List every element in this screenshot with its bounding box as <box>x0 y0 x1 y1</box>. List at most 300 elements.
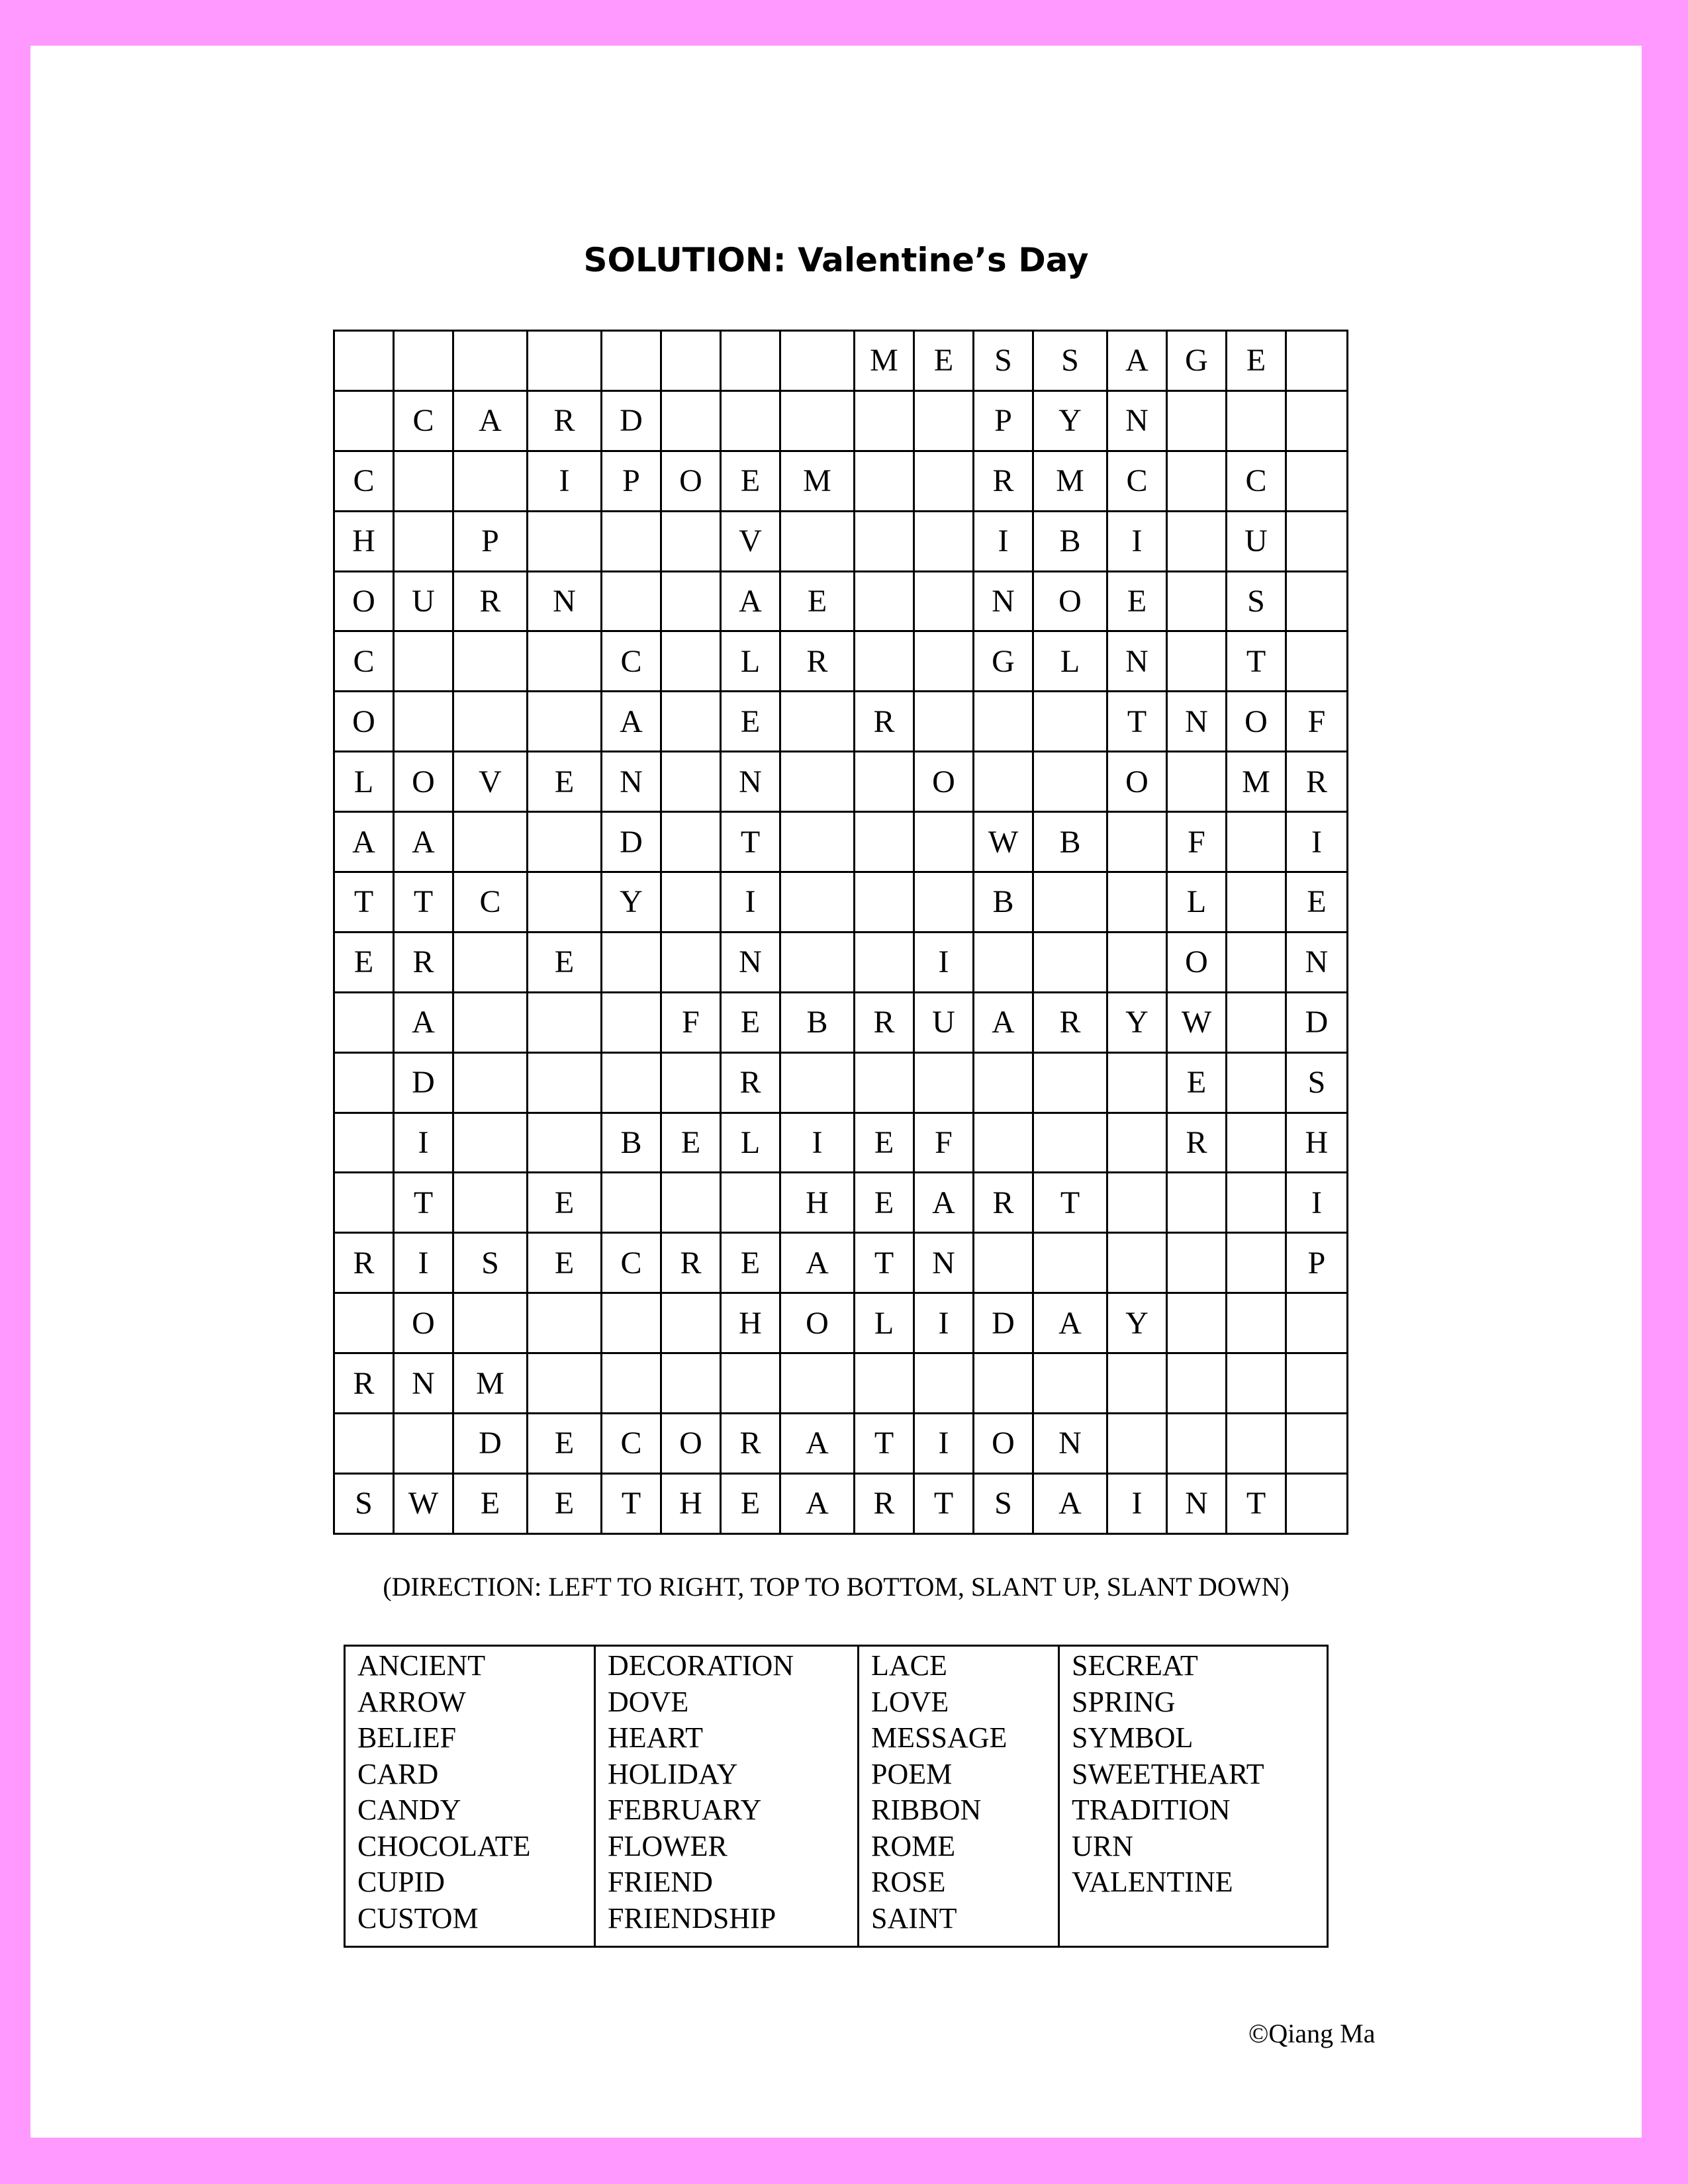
grid-cell: H <box>661 1473 721 1533</box>
grid-cell <box>334 992 394 1052</box>
grid-cell: O <box>334 571 394 631</box>
grid-cell <box>453 812 528 872</box>
grid-cell <box>974 1353 1033 1414</box>
grid-cell: I <box>1286 1173 1348 1233</box>
grid-cell: Y <box>602 872 661 933</box>
grid-cell <box>1167 752 1227 812</box>
grid-cell <box>1286 1414 1348 1474</box>
grid-cell <box>394 451 453 511</box>
word-list-item: HEART <box>608 1721 704 1754</box>
word-list-item: SWEETHEART <box>1072 1757 1264 1790</box>
grid-row <box>334 511 1348 571</box>
word-list-item: CUPID <box>357 1866 445 1898</box>
word-list-item: LOVE <box>871 1685 949 1718</box>
grid-cell: Y <box>1033 390 1107 451</box>
grid-cell <box>1167 1293 1227 1353</box>
grid-cell: D <box>394 1052 453 1113</box>
grid-cell <box>780 511 855 571</box>
word-list <box>344 1645 1329 1948</box>
grid-cell <box>855 511 914 571</box>
grid-cell: S <box>334 1473 394 1533</box>
grid-cell: N <box>602 752 661 812</box>
grid-cell: N <box>1167 692 1227 752</box>
grid-cell <box>1167 631 1227 692</box>
grid-cell <box>1167 1353 1227 1414</box>
word-list-item: FRIEND <box>608 1866 713 1898</box>
grid-cell <box>914 692 974 752</box>
grid-cell: E <box>528 1414 602 1474</box>
grid-cell <box>1107 1353 1167 1414</box>
grid-cell <box>1107 932 1167 992</box>
grid-row <box>334 571 1348 631</box>
grid-cell: B <box>974 872 1033 933</box>
grid-cell <box>1107 1052 1167 1113</box>
grid-cell: O <box>914 752 974 812</box>
grid-cell <box>1167 571 1227 631</box>
grid-cell: R <box>1167 1113 1227 1173</box>
grid-cell <box>1227 1233 1286 1293</box>
grid-cell: E <box>1286 872 1348 933</box>
grid-cell <box>1107 812 1167 872</box>
grid-cell: S <box>1033 331 1107 391</box>
grid-cell <box>453 1052 528 1113</box>
word-list-column <box>1060 1647 1327 1946</box>
grid-cell <box>1227 390 1286 451</box>
word-list-item: ROSE <box>871 1866 946 1898</box>
grid-cell <box>780 812 855 872</box>
grid-cell <box>721 1353 780 1414</box>
grid-cell <box>1107 1233 1167 1293</box>
grid-cell <box>1107 1113 1167 1173</box>
grid-cell <box>1033 1052 1107 1113</box>
grid-cell: R <box>661 1233 721 1293</box>
grid-cell <box>1227 812 1286 872</box>
grid-cell <box>1033 752 1107 812</box>
grid-cell: P <box>453 511 528 571</box>
grid-cell: E <box>914 331 974 391</box>
grid-cell: N <box>1033 1414 1107 1474</box>
grid-cell <box>661 1173 721 1233</box>
grid-cell: D <box>974 1293 1033 1353</box>
grid-cell <box>453 692 528 752</box>
grid-cell: I <box>394 1233 453 1293</box>
grid-cell: P <box>1286 1233 1348 1293</box>
grid-cell: V <box>721 511 780 571</box>
grid-cell: E <box>453 1473 528 1533</box>
grid-row <box>334 692 1348 752</box>
grid-row <box>334 390 1348 451</box>
grid-cell <box>1167 390 1227 451</box>
grid-cell: A <box>453 390 528 451</box>
grid-cell: D <box>602 812 661 872</box>
grid-cell <box>855 752 914 812</box>
grid-cell <box>661 631 721 692</box>
grid-cell: O <box>334 692 394 752</box>
grid-cell: T <box>855 1414 914 1474</box>
grid-cell <box>453 1293 528 1353</box>
grid-cell: I <box>914 932 974 992</box>
grid-cell: N <box>721 932 780 992</box>
grid-cell: L <box>721 631 780 692</box>
grid-cell: R <box>334 1353 394 1414</box>
grid-cell: I <box>1286 812 1348 872</box>
grid-cell <box>661 752 721 812</box>
grid-cell: T <box>855 1233 914 1293</box>
grid-cell <box>394 511 453 571</box>
grid-cell <box>1286 1293 1348 1353</box>
grid-cell <box>602 331 661 391</box>
grid-cell: N <box>974 571 1033 631</box>
grid-cell <box>1286 331 1348 391</box>
grid-cell <box>1167 1233 1227 1293</box>
grid-row <box>334 1173 1348 1233</box>
grid-cell <box>1107 1173 1167 1233</box>
grid-cell <box>528 992 602 1052</box>
grid-cell: I <box>914 1293 974 1353</box>
grid-cell <box>855 812 914 872</box>
word-list-column <box>596 1647 859 1946</box>
grid-cell: L <box>855 1293 914 1353</box>
grid-cell <box>914 872 974 933</box>
grid-cell: G <box>974 631 1033 692</box>
grid-cell <box>661 692 721 752</box>
grid-cell <box>721 1173 780 1233</box>
grid-cell <box>914 511 974 571</box>
grid-cell <box>528 331 602 391</box>
grid-cell: U <box>914 992 974 1052</box>
grid-cell: R <box>974 1173 1033 1233</box>
grid-cell <box>661 331 721 391</box>
grid-cell: O <box>1107 752 1167 812</box>
word-list-item: SYMBOL <box>1072 1721 1194 1754</box>
grid-cell: R <box>453 571 528 631</box>
word-list-item: VALENTINE <box>1072 1866 1233 1898</box>
grid-cell <box>780 692 855 752</box>
grid-cell: C <box>334 631 394 692</box>
grid-cell: N <box>1167 1473 1227 1533</box>
word-list-item: ANCIENT <box>357 1649 486 1682</box>
grid-cell <box>528 1293 602 1353</box>
grid-row <box>334 451 1348 511</box>
grid-cell: L <box>334 752 394 812</box>
grid-cell <box>334 1173 394 1233</box>
grid-cell: O <box>661 1414 721 1474</box>
word-list-item: CARD <box>357 1757 439 1790</box>
grid-cell: T <box>1227 631 1286 692</box>
grid-cell <box>528 1052 602 1113</box>
grid-cell <box>602 1052 661 1113</box>
grid-cell <box>1107 1414 1167 1474</box>
grid-cell: T <box>1107 692 1167 752</box>
grid-cell <box>602 511 661 571</box>
grid-cell <box>914 390 974 451</box>
grid-cell: E <box>528 1173 602 1233</box>
grid-cell <box>974 1113 1033 1173</box>
grid-cell: F <box>1286 692 1348 752</box>
grid-cell: C <box>1107 451 1167 511</box>
grid-cell <box>1167 1173 1227 1233</box>
grid-cell <box>453 992 528 1052</box>
word-list-item: SECREAT <box>1072 1649 1198 1682</box>
grid-cell: C <box>394 390 453 451</box>
grid-cell <box>1227 1353 1286 1414</box>
word-list-item: ROME <box>871 1829 956 1862</box>
grid-cell <box>855 571 914 631</box>
grid-cell: A <box>780 1414 855 1474</box>
grid-cell: P <box>602 451 661 511</box>
grid-cell <box>528 631 602 692</box>
grid-cell <box>1227 872 1286 933</box>
grid-cell: R <box>528 390 602 451</box>
grid-cell: N <box>914 1233 974 1293</box>
grid-cell <box>780 390 855 451</box>
grid-cell: T <box>1033 1173 1107 1233</box>
grid-cell: M <box>855 331 914 391</box>
grid-cell: W <box>394 1473 453 1533</box>
grid-row <box>334 331 1348 391</box>
grid-cell <box>661 1052 721 1113</box>
grid-cell: W <box>974 812 1033 872</box>
grid-cell: C <box>453 872 528 933</box>
grid-cell: I <box>1107 511 1167 571</box>
grid-cell <box>855 1353 914 1414</box>
grid-row <box>334 1414 1348 1474</box>
grid-cell <box>334 390 394 451</box>
grid-cell: I <box>721 872 780 933</box>
word-list-item: LACE <box>871 1649 947 1682</box>
grid-cell: F <box>914 1113 974 1173</box>
grid-row <box>334 812 1348 872</box>
grid-cell: F <box>1167 812 1227 872</box>
word-list-item: SPRING <box>1072 1685 1176 1718</box>
grid-cell <box>855 631 914 692</box>
grid-cell <box>974 692 1033 752</box>
grid-cell: S <box>974 331 1033 391</box>
word-list-item: URN <box>1072 1829 1133 1862</box>
word-list-item: DOVE <box>608 1685 689 1718</box>
grid-cell <box>661 812 721 872</box>
word-list-item: POEM <box>871 1757 953 1790</box>
grid-cell <box>721 390 780 451</box>
grid-cell <box>914 451 974 511</box>
grid-cell: S <box>453 1233 528 1293</box>
grid-cell <box>1286 451 1348 511</box>
grid-cell: A <box>1033 1473 1107 1533</box>
grid-cell <box>334 1414 394 1474</box>
grid-cell: I <box>974 511 1033 571</box>
grid-cell <box>394 331 453 391</box>
grid-cell: R <box>855 1473 914 1533</box>
grid-cell: A <box>602 692 661 752</box>
grid-cell: O <box>1227 692 1286 752</box>
grid-cell <box>1227 932 1286 992</box>
grid-row <box>334 1353 1348 1414</box>
grid-cell: S <box>974 1473 1033 1533</box>
grid-cell: M <box>780 451 855 511</box>
grid-cell: B <box>1033 511 1107 571</box>
grid-cell <box>1033 1233 1107 1293</box>
grid-cell: G <box>1167 331 1227 391</box>
grid-cell <box>453 451 528 511</box>
grid-cell: R <box>974 451 1033 511</box>
grid-cell: T <box>1227 1473 1286 1533</box>
grid-cell <box>528 1353 602 1414</box>
grid-cell <box>1286 390 1348 451</box>
grid-cell <box>453 1113 528 1173</box>
grid-cell: H <box>334 511 394 571</box>
grid-cell: B <box>780 992 855 1052</box>
grid-cell: T <box>394 872 453 933</box>
grid-cell <box>1033 1353 1107 1414</box>
grid-cell: E <box>721 992 780 1052</box>
grid-cell <box>1286 511 1348 571</box>
grid-cell: A <box>1033 1293 1107 1353</box>
grid-cell <box>1033 932 1107 992</box>
grid-row <box>334 1293 1348 1353</box>
word-list-item: DECORATION <box>608 1649 794 1682</box>
word-list-column <box>859 1647 1060 1946</box>
direction-note: (DIRECTION: LEFT TO RIGHT, TOP TO BOTTOM, SLANT UP, SLANT DOWN) <box>383 1572 1289 1602</box>
grid-cell <box>974 1233 1033 1293</box>
grid-cell <box>1033 692 1107 752</box>
word-list-column <box>346 1647 596 1946</box>
grid-cell: N <box>528 571 602 631</box>
grid-cell: E <box>721 1473 780 1533</box>
grid-cell: C <box>602 1233 661 1293</box>
grid-cell: E <box>1167 1052 1227 1113</box>
word-list-item: HOLIDAY <box>608 1757 738 1790</box>
word-list-item: ARROW <box>357 1685 466 1718</box>
grid-cell <box>602 1353 661 1414</box>
grid-cell <box>602 992 661 1052</box>
grid-cell <box>394 1414 453 1474</box>
word-list-item: FLOWER <box>608 1829 727 1862</box>
grid-cell <box>661 511 721 571</box>
grid-cell <box>914 812 974 872</box>
grid-cell <box>602 932 661 992</box>
grid-cell: B <box>1033 812 1107 872</box>
grid-cell: E <box>1107 571 1167 631</box>
grid-cell: O <box>974 1414 1033 1474</box>
grid-cell: A <box>394 812 453 872</box>
grid-cell <box>1167 511 1227 571</box>
grid-cell: A <box>1107 331 1167 391</box>
worksheet-page <box>30 46 1642 2138</box>
grid-cell <box>914 631 974 692</box>
grid-cell <box>453 1173 528 1233</box>
grid-cell <box>528 1113 602 1173</box>
grid-cell <box>334 1293 394 1353</box>
grid-cell <box>914 571 974 631</box>
grid-row <box>334 1473 1348 1533</box>
grid-cell <box>914 1052 974 1113</box>
grid-row <box>334 932 1348 992</box>
page-title: SOLUTION: Valentine’s Day <box>583 241 1089 279</box>
grid-cell: F <box>661 992 721 1052</box>
grid-cell: Y <box>1107 1293 1167 1353</box>
grid-cell: C <box>334 451 394 511</box>
grid-cell: D <box>602 390 661 451</box>
word-list-item: MESSAGE <box>871 1721 1008 1754</box>
grid-row <box>334 752 1348 812</box>
grid-cell: R <box>721 1052 780 1113</box>
grid-cell: T <box>914 1473 974 1533</box>
grid-cell <box>855 451 914 511</box>
grid-cell: O <box>1167 932 1227 992</box>
grid-cell: M <box>1227 752 1286 812</box>
grid-cell: O <box>1033 571 1107 631</box>
grid-cell: R <box>1033 992 1107 1052</box>
grid-cell <box>1227 1173 1286 1233</box>
grid-cell <box>1033 1113 1107 1173</box>
grid-cell <box>661 1293 721 1353</box>
word-list-item: SAINT <box>871 1901 957 1934</box>
grid-cell <box>394 631 453 692</box>
grid-cell: C <box>602 1414 661 1474</box>
grid-cell: N <box>1107 631 1167 692</box>
grid-cell: W <box>1167 992 1227 1052</box>
grid-cell: E <box>855 1173 914 1233</box>
grid-cell: C <box>1227 451 1286 511</box>
grid-cell <box>780 1353 855 1414</box>
grid-cell: E <box>528 932 602 992</box>
grid-cell <box>1107 872 1167 933</box>
grid-cell <box>974 1052 1033 1113</box>
word-list-item: BELIEF <box>357 1721 457 1754</box>
grid-row <box>334 872 1348 933</box>
grid-cell: D <box>1286 992 1348 1052</box>
grid-cell: C <box>602 631 661 692</box>
word-list-item: CANDY <box>357 1794 461 1826</box>
grid-cell <box>661 872 721 933</box>
grid-cell <box>528 692 602 752</box>
grid-cell: R <box>855 692 914 752</box>
grid-cell: I <box>528 451 602 511</box>
grid-cell <box>1286 571 1348 631</box>
grid-cell <box>394 692 453 752</box>
grid-cell <box>780 752 855 812</box>
grid-row <box>334 1113 1348 1173</box>
grid-cell <box>528 511 602 571</box>
grid-cell: E <box>528 1473 602 1533</box>
grid-cell <box>780 331 855 391</box>
grid-cell: R <box>1286 752 1348 812</box>
grid-cell: R <box>855 992 914 1052</box>
grid-cell: I <box>394 1113 453 1173</box>
grid-cell: A <box>780 1233 855 1293</box>
grid-cell: D <box>453 1414 528 1474</box>
grid-cell <box>602 1293 661 1353</box>
grid-cell: P <box>974 390 1033 451</box>
grid-cell: N <box>1107 390 1167 451</box>
word-list-item: CUSTOM <box>357 1901 479 1934</box>
grid-row <box>334 631 1348 692</box>
grid-cell <box>855 872 914 933</box>
grid-cell <box>334 1113 394 1173</box>
grid-cell: E <box>661 1113 721 1173</box>
grid-cell <box>721 331 780 391</box>
grid-cell: R <box>394 932 453 992</box>
grid-cell: I <box>780 1113 855 1173</box>
grid-cell: A <box>974 992 1033 1052</box>
grid-cell: N <box>721 752 780 812</box>
grid-cell <box>528 872 602 933</box>
grid-cell: E <box>1227 331 1286 391</box>
word-list-item: FRIENDSHIP <box>608 1901 776 1934</box>
grid-cell: E <box>721 692 780 752</box>
grid-cell <box>334 331 394 391</box>
grid-cell <box>661 1353 721 1414</box>
